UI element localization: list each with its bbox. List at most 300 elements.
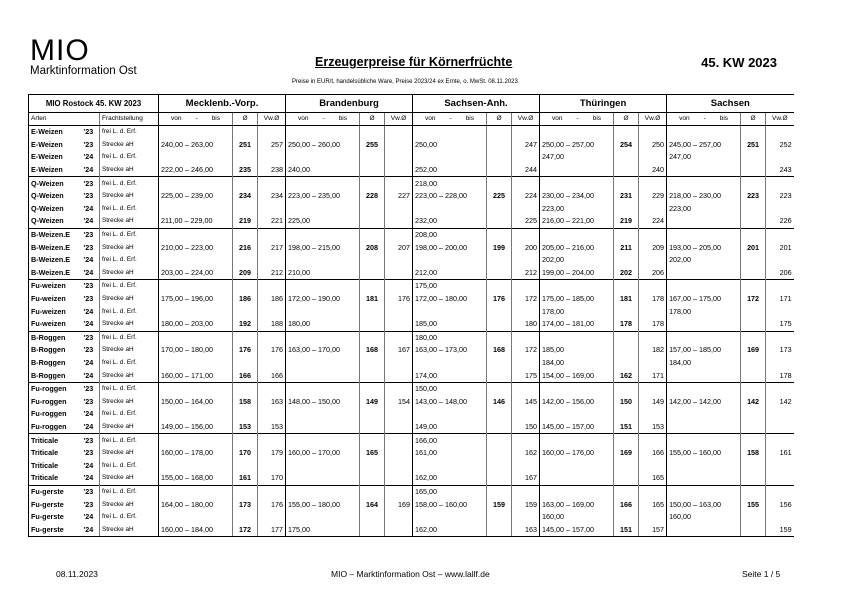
price-average <box>360 459 385 472</box>
harvest-year: '24 <box>83 255 94 265</box>
crop-name: B-Weizen.E <box>29 241 82 254</box>
price-average <box>614 408 639 421</box>
previous-week-average: 170 <box>258 472 286 485</box>
price-average: 209 <box>233 267 258 280</box>
price-range <box>667 523 741 536</box>
table-row <box>29 305 794 318</box>
price-average <box>360 357 385 370</box>
previous-week-average: 206 <box>766 267 794 280</box>
price-range <box>667 228 741 241</box>
price-average: 169 <box>614 447 639 460</box>
price-average: 173 <box>233 498 258 511</box>
price-average <box>741 228 766 241</box>
header-region: Thüringen <box>540 95 667 113</box>
previous-week-average <box>639 434 667 447</box>
price-range: 163,00 – 169,00 <box>540 498 614 511</box>
freight-terms: frei L. d. Erf. <box>100 511 159 524</box>
previous-week-average <box>258 485 286 498</box>
price-range <box>159 177 233 190</box>
previous-week-average: 153 <box>258 421 286 434</box>
price-range: 198,00 – 215,00 <box>286 241 360 254</box>
price-range: 150,00 <box>413 382 487 395</box>
price-average <box>233 151 258 164</box>
price-range <box>413 357 487 370</box>
previous-week-average: 227 <box>385 190 413 203</box>
header-von: von <box>171 115 182 122</box>
price-range <box>159 382 233 395</box>
header-vw: Vw.Ø <box>766 113 794 126</box>
table-row <box>29 254 794 267</box>
crop-name: Fu-roggen <box>29 382 82 395</box>
price-range <box>159 305 233 318</box>
price-range: 212,00 <box>413 267 487 280</box>
price-range: 158,00 – 160,00 <box>413 498 487 511</box>
harvest-year: '23 <box>82 331 100 344</box>
previous-week-average: 149 <box>639 395 667 408</box>
price-average <box>614 254 639 267</box>
price-range: 180,00 <box>286 318 360 331</box>
price-average: 172 <box>741 293 766 306</box>
previous-week-average: 257 <box>258 139 286 152</box>
price-range <box>286 305 360 318</box>
price-range: 174,00 <box>413 369 487 382</box>
price-range: 218,00 <box>413 177 487 190</box>
crop-name: Fu-weizen <box>29 280 82 293</box>
price-range <box>286 511 360 524</box>
price-average: 176 <box>233 344 258 357</box>
previous-week-average: 209 <box>639 241 667 254</box>
price-average: 166 <box>614 498 639 511</box>
price-range <box>667 177 741 190</box>
previous-week-average: 224 <box>639 215 667 228</box>
price-range: 145,00 – 157,00 <box>540 421 614 434</box>
previous-week-average: 178 <box>766 369 794 382</box>
price-average: 181 <box>614 293 639 306</box>
price-range: 247,00 <box>540 151 614 164</box>
previous-week-average <box>385 357 413 370</box>
previous-week-average: 176 <box>258 498 286 511</box>
price-average <box>360 151 385 164</box>
price-average <box>741 305 766 318</box>
price-average <box>233 305 258 318</box>
previous-week-average: 247 <box>512 139 540 152</box>
freight-terms: frei L. d. Erf. <box>100 408 159 421</box>
previous-week-average: 156 <box>766 498 794 511</box>
previous-week-average <box>639 511 667 524</box>
price-range <box>286 177 360 190</box>
harvest-year: '24 <box>83 421 94 431</box>
price-range <box>540 408 614 421</box>
previous-week-average <box>766 472 794 485</box>
previous-week-average <box>766 421 794 434</box>
previous-week-average <box>766 382 794 395</box>
previous-week-average <box>766 434 794 447</box>
price-range <box>159 151 233 164</box>
header-range <box>540 113 614 126</box>
price-range <box>286 382 360 395</box>
freight-terms: frei L. d. Erf. <box>100 280 159 293</box>
price-average: 223 <box>741 190 766 203</box>
harvest-year: '24 <box>83 203 94 213</box>
previous-week-average <box>258 203 286 216</box>
previous-week-average <box>385 408 413 421</box>
price-range <box>667 215 741 228</box>
freight-terms: frei L. d. Erf. <box>100 485 159 498</box>
price-range <box>667 485 741 498</box>
price-average: 251 <box>741 139 766 152</box>
previous-week-average: 169 <box>385 498 413 511</box>
price-range <box>413 203 487 216</box>
harvest-year: '23 <box>82 382 100 395</box>
price-average <box>614 357 639 370</box>
freight-terms: Strecke aH <box>100 421 159 434</box>
price-average: 225 <box>487 190 512 203</box>
price-range: 174,00 – 181,00 <box>540 318 614 331</box>
previous-week-average <box>766 280 794 293</box>
price-range <box>286 203 360 216</box>
previous-week-average: 229 <box>639 190 667 203</box>
previous-week-average <box>639 485 667 498</box>
header-vw: Vw.Ø <box>258 113 286 126</box>
previous-week-average <box>385 151 413 164</box>
price-average <box>614 459 639 472</box>
previous-week-average <box>639 126 667 139</box>
table-row <box>29 293 794 306</box>
harvest-year: '24 <box>83 152 94 162</box>
price-range: 167,00 – 175,00 <box>667 293 741 306</box>
price-range <box>286 357 360 370</box>
price-range: 223,00 – 235,00 <box>286 190 360 203</box>
previous-week-average <box>639 382 667 395</box>
price-average: 208 <box>360 241 385 254</box>
price-range <box>540 459 614 472</box>
freight-terms: frei L. d. Erf. <box>100 203 159 216</box>
crop-name: B-Roggen <box>29 369 82 382</box>
price-average <box>487 151 512 164</box>
price-range <box>667 434 741 447</box>
price-average: 168 <box>360 344 385 357</box>
header-arten: Arten <box>29 113 100 126</box>
previous-week-average <box>512 511 540 524</box>
price-average <box>614 177 639 190</box>
price-average <box>614 151 639 164</box>
previous-week-average: 172 <box>512 293 540 306</box>
price-range: 149,00 – 156,00 <box>159 421 233 434</box>
price-range: 160,00 – 178,00 <box>159 447 233 460</box>
price-average: 176 <box>487 293 512 306</box>
footer-source: MIO – Marktinformation Ost – www.lallf.de <box>331 569 490 579</box>
price-average <box>487 485 512 498</box>
price-average <box>741 126 766 139</box>
price-average <box>741 215 766 228</box>
price-average <box>741 408 766 421</box>
price-range: 166,00 <box>413 434 487 447</box>
table-row <box>29 318 794 331</box>
previous-week-average: 212 <box>512 267 540 280</box>
price-range: 210,00 <box>286 267 360 280</box>
header-vw: Vw.Ø <box>512 113 540 126</box>
price-average: 219 <box>233 215 258 228</box>
previous-week-average: 200 <box>512 241 540 254</box>
table-row <box>29 523 794 536</box>
table-row <box>29 408 794 421</box>
harvest-year: '24 <box>82 523 100 536</box>
price-average <box>487 472 512 485</box>
previous-week-average <box>385 472 413 485</box>
price-range <box>159 459 233 472</box>
table-row <box>29 357 794 370</box>
previous-week-average <box>512 151 540 164</box>
price-range: 162,00 <box>413 472 487 485</box>
price-range: 163,00 – 173,00 <box>413 344 487 357</box>
price-range: 222,00 – 246,00 <box>159 164 233 177</box>
price-range <box>159 203 233 216</box>
footer-date: 08.11.2023 <box>56 569 98 579</box>
price-average <box>487 305 512 318</box>
previous-week-average: 159 <box>512 498 540 511</box>
freight-terms: Strecke aH <box>100 498 159 511</box>
price-average <box>614 164 639 177</box>
crop-name: B-Roggen <box>29 344 82 357</box>
crop-name: Fu-roggen <box>29 395 82 408</box>
harvest-year: '24 <box>83 267 94 277</box>
price-average <box>360 305 385 318</box>
previous-week-average <box>258 228 286 241</box>
header-dash: - <box>576 115 579 122</box>
harvest-year: '23 <box>83 448 94 458</box>
price-range <box>667 382 741 395</box>
price-range: 211,00 – 229,00 <box>159 215 233 228</box>
crop-name: Q-Weizen <box>29 203 82 216</box>
freight-terms: frei L. d. Erf. <box>100 254 159 267</box>
price-range <box>540 434 614 447</box>
previous-week-average <box>639 254 667 267</box>
crop-name: E-Weizen <box>29 164 82 177</box>
freight-terms: Strecke aH <box>100 241 159 254</box>
price-range <box>286 472 360 485</box>
previous-week-average: 217 <box>258 241 286 254</box>
previous-week-average <box>385 511 413 524</box>
table-row <box>29 241 794 254</box>
price-range <box>159 254 233 267</box>
price-average <box>741 459 766 472</box>
previous-week-average <box>385 523 413 536</box>
price-average <box>487 177 512 190</box>
freight-terms: frei L. d. Erf. <box>100 434 159 447</box>
price-range: 155,00 – 168,00 <box>159 472 233 485</box>
price-average: 162 <box>614 369 639 382</box>
previous-week-average <box>258 382 286 395</box>
price-range: 155,00 – 160,00 <box>667 447 741 460</box>
footer-page: Seite 1 / 5 <box>742 569 781 579</box>
price-average: 166 <box>233 369 258 382</box>
previous-week-average <box>512 382 540 395</box>
previous-week-average <box>639 203 667 216</box>
previous-week-average <box>258 280 286 293</box>
price-average: 199 <box>487 241 512 254</box>
freight-terms: frei L. d. Erf. <box>100 305 159 318</box>
previous-week-average <box>385 139 413 152</box>
price-range <box>286 126 360 139</box>
price-range <box>540 485 614 498</box>
price-average <box>487 331 512 344</box>
price-range <box>413 151 487 164</box>
price-range <box>667 318 741 331</box>
price-table <box>28 94 794 537</box>
previous-week-average: 207 <box>385 241 413 254</box>
price-range: 198,00 – 200,00 <box>413 241 487 254</box>
previous-week-average: 150 <box>512 421 540 434</box>
price-average <box>614 344 639 357</box>
price-average <box>360 331 385 344</box>
price-average <box>614 472 639 485</box>
price-average: 231 <box>614 190 639 203</box>
price-average: 164 <box>360 498 385 511</box>
price-average: 178 <box>614 318 639 331</box>
harvest-year: '24 <box>83 409 94 419</box>
price-range <box>413 305 487 318</box>
price-average: 235 <box>233 164 258 177</box>
crop-name: B-Roggen <box>29 331 82 344</box>
price-range <box>413 408 487 421</box>
price-range: 225,00 – 239,00 <box>159 190 233 203</box>
previous-week-average: 221 <box>258 215 286 228</box>
price-range: 160,00 <box>667 511 741 524</box>
price-range: 208,00 <box>413 228 487 241</box>
price-average <box>614 228 639 241</box>
price-range <box>667 164 741 177</box>
harvest-year: '24 <box>83 357 94 367</box>
price-average <box>614 331 639 344</box>
previous-week-average <box>512 177 540 190</box>
price-average <box>741 203 766 216</box>
price-average: 165 <box>360 447 385 460</box>
header-avg: Ø <box>487 113 512 126</box>
previous-week-average <box>639 459 667 472</box>
price-average <box>487 228 512 241</box>
previous-week-average: 159 <box>766 523 794 536</box>
price-range <box>667 126 741 139</box>
price-range <box>540 126 614 139</box>
previous-week-average: 166 <box>258 369 286 382</box>
crop-name: Triticale <box>29 472 82 485</box>
previous-week-average: 176 <box>258 344 286 357</box>
previous-week-average <box>639 177 667 190</box>
harvest-year: '24 <box>83 473 94 483</box>
price-range <box>159 280 233 293</box>
previous-week-average: 167 <box>512 472 540 485</box>
price-average <box>233 511 258 524</box>
previous-week-average <box>385 228 413 241</box>
previous-week-average <box>258 177 286 190</box>
freight-terms: Strecke aH <box>100 267 159 280</box>
price-average <box>233 280 258 293</box>
header-vw: Vw.Ø <box>385 113 413 126</box>
previous-week-average: 167 <box>385 344 413 357</box>
previous-week-average: 163 <box>512 523 540 536</box>
previous-week-average <box>766 511 794 524</box>
header-bis: bis <box>211 115 220 122</box>
previous-week-average <box>766 459 794 472</box>
table-row <box>29 472 794 485</box>
previous-week-average <box>258 357 286 370</box>
previous-week-average <box>639 228 667 241</box>
price-range: 202,00 <box>540 254 614 267</box>
price-range: 148,00 – 150,00 <box>286 395 360 408</box>
price-average <box>487 203 512 216</box>
price-range: 247,00 <box>667 151 741 164</box>
price-range <box>159 126 233 139</box>
harvest-year: '24 <box>83 512 94 522</box>
header-range <box>413 113 487 126</box>
price-range <box>540 177 614 190</box>
price-average <box>360 215 385 228</box>
previous-week-average <box>512 254 540 267</box>
price-range: 143,00 – 148,00 <box>413 395 487 408</box>
price-range <box>667 472 741 485</box>
price-average: 151 <box>614 523 639 536</box>
harvest-year: '24 <box>83 460 94 470</box>
previous-week-average: 166 <box>639 447 667 460</box>
price-range: 175,00 <box>286 523 360 536</box>
price-average <box>487 511 512 524</box>
freight-terms: Strecke aH <box>100 369 159 382</box>
price-average <box>487 254 512 267</box>
price-average <box>487 357 512 370</box>
price-range <box>159 511 233 524</box>
previous-week-average <box>512 485 540 498</box>
price-average <box>487 280 512 293</box>
price-range: 172,00 – 180,00 <box>413 293 487 306</box>
header-bis: bis <box>338 115 347 122</box>
previous-week-average <box>385 459 413 472</box>
price-average <box>741 331 766 344</box>
price-average <box>741 369 766 382</box>
table-row <box>29 344 794 357</box>
price-range <box>286 331 360 344</box>
harvest-year: '23 <box>83 139 94 149</box>
freight-terms: Strecke aH <box>100 293 159 306</box>
price-range <box>159 408 233 421</box>
previous-week-average <box>385 382 413 395</box>
header-region: Sachsen-Anh. <box>413 95 540 113</box>
price-average <box>360 369 385 382</box>
price-range: 165,00 <box>413 485 487 498</box>
price-average <box>233 408 258 421</box>
price-range <box>286 421 360 434</box>
previous-week-average <box>385 280 413 293</box>
price-average <box>741 357 766 370</box>
harvest-year: '23 <box>82 280 100 293</box>
price-range: 225,00 <box>286 215 360 228</box>
header-fracht: Frachtstellung <box>100 113 159 126</box>
price-range: 145,00 – 157,00 <box>540 523 614 536</box>
price-average: 192 <box>233 318 258 331</box>
price-average <box>487 318 512 331</box>
header-dash: - <box>449 115 452 122</box>
previous-week-average <box>512 357 540 370</box>
price-range <box>413 126 487 139</box>
harvest-year: '23 <box>83 294 94 304</box>
price-range: 150,00 – 163,00 <box>667 498 741 511</box>
previous-week-average <box>258 305 286 318</box>
previous-week-average <box>385 164 413 177</box>
price-average: 161 <box>233 472 258 485</box>
price-average <box>360 485 385 498</box>
freight-terms: Strecke aH <box>100 318 159 331</box>
price-average <box>741 267 766 280</box>
price-average <box>487 215 512 228</box>
